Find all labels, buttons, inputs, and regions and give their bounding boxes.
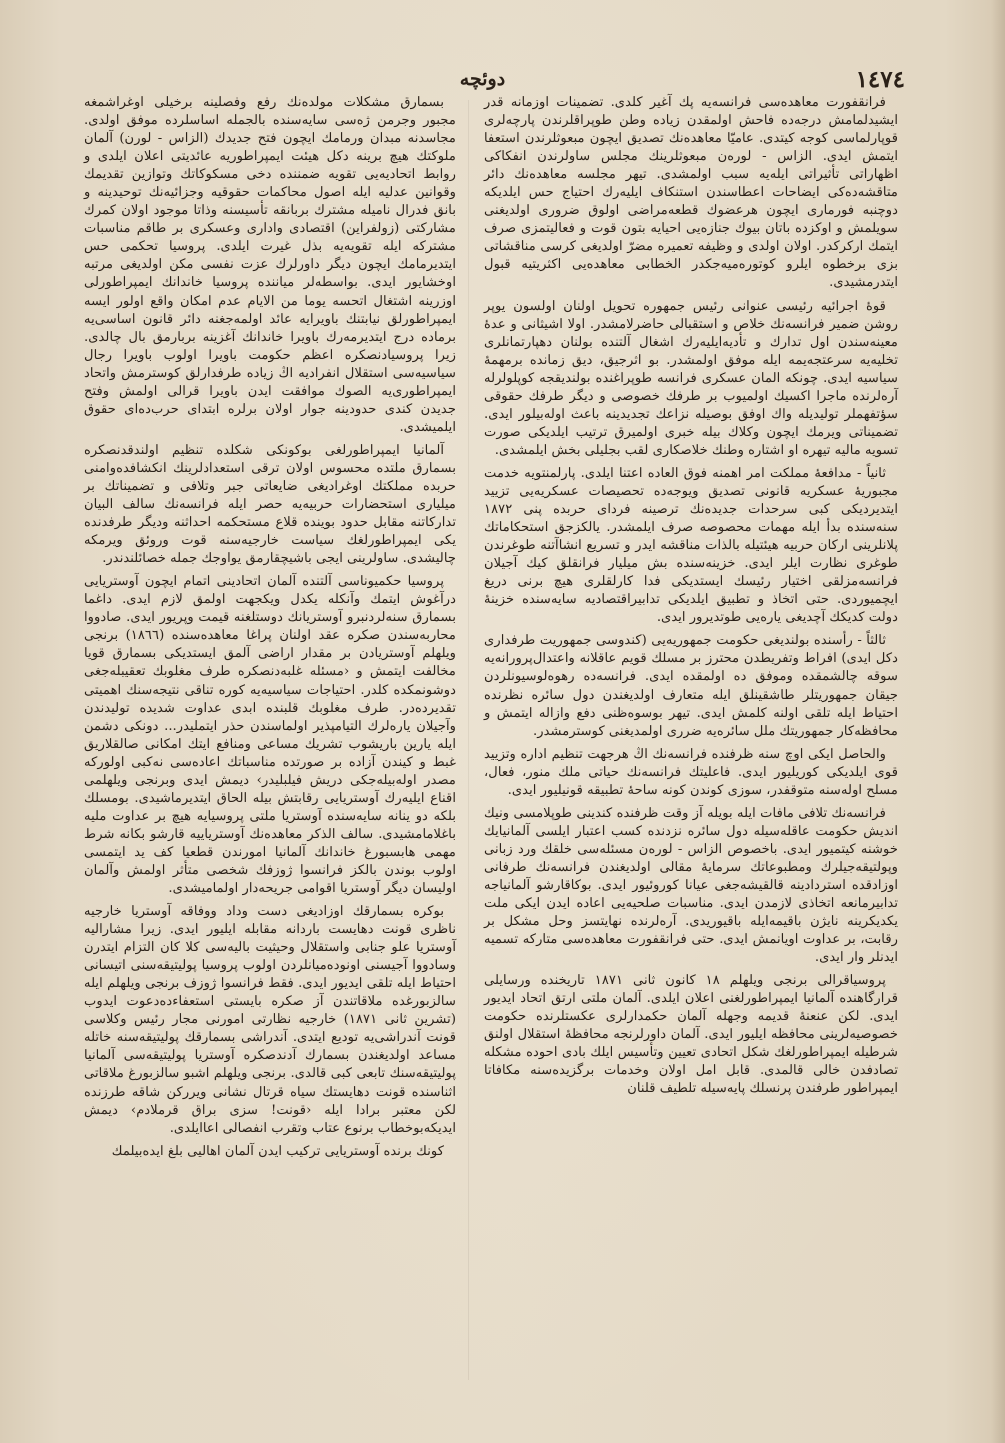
paragraph: فرانقفورت معاهده‌سی فرانسه‌یه پك آغیر كلدی. تضمینات اوزمانه قدر ایشیدلمامش درجه‌ده فاحش اولمقدن زیاده وطن طوپراقلرندن پارچه‌لری قوپارلماسی كوجه كیتدی. عامیّا معاهده‌نك تصدیق ایچون مبعوثلرندن استعفا ایتمش ایدی. الزاس - لورەن مبعوثلرینك مجلس ساولرندن انفكاكی اظهاراتی تأثیراتی ایله‌یه سبب اولمشدی. تیهر مجلسه معاهده‌نك دائر متاقشه‌ده‌كی ایضاحات اعطاسندن استنكاف ایلیه‌رك احتیاج حس ایلدیكه دوچنبه فورماری ایچون هرعضوك قطعه‌مراضی اولوق ضروری اولدیغنی سویلمش و اوكزده باتان بیوك جنازه‌یی احیایه بتون قوت و فعالیتمزی صرف ایتمك اركركدر. اولان اولدی و وظیفه تعمیره مضرّ اولدیغی كرسی مناقشاتی بزی برخطوه ایلرو كوتوره‌میه‌جكدر الخطابی معاهده‌یی اكثریتیه قبول ایتدرمشیدی. [484, 95, 898, 291]
right-column [484, 94, 898, 1104]
paragraph: پروسیاقرالی برنجی ویلهلم ١٨ كانون ثانی ١٨٧١ تاریخنده ورسایلی قرارگاهنده آلمانیا ایمپراطورلغنی اعلان ایلدی. آلمان ملتی ارتق اتحاد ایدیور ایدی. لكن عنعنهٔ قدیمه وجهله آلمان حكمدارلری عكستلرنده حكومت خصوصیه‌لرینی محافظه ایلیور ایدی. آلمان داورلرنجه محافظهٔ استقلال اولنق شرطیله ایمپراطورلغك شكل اتحادی تعیین وتأسیس ایلك بادی احوده مشكلە تصادفدن خالی قالمدی. قابل امل اولان وخدمات برگزیده‌سنه مكافاتا ایمپراطور طرفندن پرنسلك پایه‌سیله تلطیف قلنان [484, 973, 898, 1097]
running-head: دوئچه [459, 68, 506, 90]
paragraph: ثالثاً - رأسنده بولندیغی حكومت جمهوریه‌یی (كندوسی جمهوریت طرفداری دكل ایدی) افراط وتفریطدن محترز بر مسلك قویم عاقلانه واعتدال‌پرورانه‌یه سوقه چالشمقده وموفق ده اولمقده ایدی. فرانسه‌ده رهوه‌لوسیونلردن جیقان جمهوریتلر طاشقینلق ایله متعارف اولدیغندن دول سائره نظرنده احتیاط ایله تلقی اولنه كلمش ایدی. تیهر بوسوه‌ظنی دفع وازاله ایتمش و محافظه‌كار جمهوریتك ملل سائره‌یه ضرری اولمدیغنی كوسترمشدر. [484, 633, 898, 739]
paragraph: فرانسه‌نك تلافی مافات ایله بویله آز وقت ظرفنده كندینی طوپلامسی ونیك اندیش حكومت عاقله‌سیله دول سائره نزدنده كسب اعتبار ایلسی آلمانیایك خوشنه كیتمیور ایدی. باخصوص الزاس - لورەن مسئله‌سی خلقك ورد زبانی وپولتیقه‌جیلرك ومطبوعاتك سرمایهٔ مقالی اولدیغندن فرانسه‌نك طرفانی اوزادقده استردادینه قالقیشه‌جغی عیانا كوروئیور ایدی. بوكاقارشو آلمانیاجه تدابیرمانعه اتخاذی لازمدن ایدی. مناسبات صلحیه‌یی اعاده ایدن ایكی ملت یكدیكرینه نایژن باقیمه‌ایله باقیوریدی. آره‌لرنده نهایتسز وحل مشكل بر رقابت، بر عداوت اویانمش ایدی. حتی فرانقفورت معاهده‌سی متاركه تسمیه ایدنلر وار ایدی. [484, 805, 898, 966]
column-divider [468, 100, 469, 1380]
paragraph: بسمارق مشكلات مولده‌نك رفع وفصلینه برخیلی اوغراشمغه مجبور وجرمن ژەسی سایه‌سنده بالجمله اساسلرده موفق اولدی. مجاسدنه مبدان ورمامك ایچون فتح جدیدك (الزاس - لورن) آلمان ملوكتك هیچ برینه دكل هیئت ایمپراطوریه عائدیتی اعلان ایلدی و روابط اتحادیه‌یی تقویه ضمننده دخی مسكوكاتك وتوازین تقدیمك وقوانین عدلیه ایله اصول محاكمات حقوقیه وجزائیه‌نك توحیدینه و بانق فدرال نامیله مشترك بربانقه تأسیسنه وذاتا موجود اولان كمرك مشاركتی (زولفراین) اقتصادی واداری وعسكری بر طاقم مناسبات مشتركه ایله تقویه‌یه بذل غیرت ایلدی. پروسیا تحكمی حس ایتدیرمامك ایچون دیگر داورلرك عزت نفسی مكن اولدیغی مرتبه اوخشایور ایدی. بواسطه‌لر میاننده پروسیا خاندانك ایمپراطورلی اوزرینه اشتغال اتحسه یوما من الایام عدم امكان واقع اولور ایسه ایمپراطورلق نیابتنك باویرایه عائد اولمه‌جغنه دائر قانون اساسی‌یه برماده درج ایتدیرمه‌رك باویرا خاندانك آغزینه بربارمق بال چالدی. زیرا پروسیادنصكره اعظم حكومت باویرا اولوب باویرا رجال سیاسیه‌سی استقلال انفرادیه اڭ زیاده طرفدارلق كوسترمش واتحاد ایمپراطوری‌یه الصوك موافقت ایدن باویرا قرالی اولمش وفتح جدیدن كندی حدودینه جوار اولان برلره ابتدای حرب‌ده‌ای حقوق ایلمیشدی. [84, 95, 456, 435]
paragraph: والحاصل ایكی اوچ سنه ظرفنده فرانسه‌نك اڭ هرجهت تنظیم اداره وتزیید قوی ایلدیكی كوریلیور ایدی. فاعلیتك فرانسه‌نك حیاتی ملك منور، فعال، مسلح اوله‌سنه متوقفدر، سوزی كوندن كونه ساحهٔ تطبیقه قونیلیور ایدی. [484, 746, 898, 798]
paragraph: آلمانیا ایمپراطورلغی بوكونكی شكلده تنظیم اولندقدنصكره بسمارق ملتده محسوس اولان ترقی استعدادلرینك انكشافده‌وامنی حربده مملكتك اوغرادیغی ضایعاتی جبر وتلافی و تضمیناتك بر میلیاری استحضارات حربیه‌یه حصر ایله فرانسه‌نك سالف البیان تداركاتنه مقابل حدود بوینده قلاع مستحكمه احداثنه ودیگر طرفدنده یكی ایمپراطورلغك سیاست خارجیه‌سنه قوت وروئق ویرمكه چالیشدی. ساولرینی ایجی باشیچقارمق یواوجك جمله خصائلندندر. [84, 442, 456, 567]
paragraph: پروسیا حكمیوناسی آلتنده آلمان اتحادینی اتمام ایچون آوستریایی درآغوش ایتمك وآنكله یكدل ویكجهت اولمق لازم ایدی. داغما بسمارق سنه‌لردنبرو آوستریانك دوستلغنه قیمت وپریور ایدی. صادووا محاربه‌سندن صكره عقد اولنان پراغا معاهده‌سنده (١٨٦٦) برنجی ویلهلم آوستریادن بر مقدار اراضی آلمق ایستدیكی بسمارق قویا مخالفت ایتمش و ‹مسئله غلبه‌دنصكره طرف مغلوبك تعقیبله‌جغی دوشونمكده كلدر. احتیاجات سیاسیه‌یه كوره تناقی نتیجه‌سنك اهمیتی تقدیرده‌در. طرف مغلوبك قلبنده ابدی عداوت شدیده تولیدندن وآجیلان یاره‌لرك التیامپذیر اولماسندن حذر ایتملیدر... دونكی دشمن ایله یارین باریشوب تشریك مساعی ومنافع ایتك امكانی صالقلاریق غبط و كیندن آزاده بر صورتده مناسباتك اعاده‌سی نه‌كبی اولوركه مصدر اولەبیله‌جكی دریش فیلبلیدر› دیمش ایدی وبرنجی ویلهلمی اقناع ایلیەرك آوستریایی رقابتش بیله الحاق ایتدیرماشیدی. بومسلك بلكه دو ینانه سایه‌سنده آوستریا ملتی پروسیایه هیچ بر عداوت ملیه باغلامامشیدی. سالف الذكر معاهده‌نك آوستریاییه قارشو بكانه شرط مهمی هابسبورغ خاندانك آلمانیا امورندن قطعیا كف ید ایتمسی اولوب بوندن بالكز فرانسوا ژوزفك شخصی متأثر اولمش وآلمان اولیسان دیگر آوستریا اقوامی جریحه‌دار اولمامیشدی. [84, 574, 456, 897]
paragraph: كونك برنده آوستریایی تركیب ایدن آلمان اهالیی بلغ ایده‌بیلمك [111, 1143, 444, 1159]
paragraph: قوهٔ اجرائیه رئیسی عنوانی رئیس جمهوره تحویل اولنان اولسون یوپر روشن ضمیر فرانسه‌نك خلاص و استقبالی حاضرلامشدر. اولا اشیثانی و عده‌ٔ معینه‌سندن اول تدارك و تأدیه‌ایلیه‌رك اشغال آلتنده بولنان دهپارتمانلری تخلیه‌یه سرعتجه‌یمه ایله موفق اولمشدر. بو اثرجیق، دیق زمانده برمهمهٔ سیاسیه ایدی. چونكه المان عسكری فرانسه طوپراغنده بولندیقجه كوپلولرله آره‌لرنده ماجرا اكسیك اولمیوب بر طرفك خصوصی و دیگر طرفك حقوقی سؤتفهملر تولیدیله واك اوفق بوصیله نزاعك تجدیدینه باعث اولەبیلور ایدی. تضمیناتی ویرمك ایچون وكلاك بیله خبری اولمیرق ترتیب ایلدیكی صورت تسویه مالیه تیهره او اشتاره وطنك خلاصكاری لقب بجلیلی بخش ایلمشدی. [484, 298, 898, 458]
page-number: ١٤٧٤ [855, 66, 905, 93]
paragraph: ثانیاً - مدافعهٔ مملكت امر اهمنه فوق العاده اعتنا ایلدی. پارلمنتویه خدمت مجبوریهٔ عسكریه قانونی تصدیق ویوجه‌ده تحصیصات عسكریه‌یی تزیید ایتدیردیكی كبی سرحدات جدیده‌نك ترصینه فردای حربده پنی ١٨٧٢ سنه‌سنده بدأ ایله مهمات محصوصه صرف ایلمشدر. یالكزجق استحكاماتك پلانلرینی اركان حربیه هیئتیله بالذات مناقشه ایدر و تسریع انشاآتنه طوغرندن طوغری نظارت ایلر ایدی. خزینه‌سنده بش میلیار فرانقلق كیك آجیلان فرانسه‌مزلقی اختیار رئیسك ایستدیكی فدا كارلقلری هیچ برنی دریغ ایچمیوردی. حتی اتخاذ و تطبیق ایلدیكی تدابیراقتصادیه سایه‌سنده خزینهٔ دولت كدیكك آچدیغی یاره‌یی طوتدیرور ایدی. [484, 465, 898, 626]
page-edge-shadow [991, 0, 1005, 1443]
left-column [84, 94, 456, 1166]
paragraph: بوكره بسمارقك اوزادیغی دست وداد ووفاقه آوستریا خارجیه ناظری قونت دهایست باردانه مقابله ایلیور ایدی. زیرا مشارالیه آوستریا علو جنابی واستقلال وحیثیت بالیه‌سی كلا كان التزام ایتدرن وسادووا آجیسنی اونوده‌میانلردن اولوب پروسیا پولیتیقه‌سنی اتیسانی احتیاط ایله تلقی ایدیور ایدی. فقط فرانسوا ژوزف برنجی ویلهلم ایله سالزبورغده ملاقاتندن آز صكره بایستی استعفاءده‌دعوت ایدوب (تشرین ثانی ١٨٧١) خارجیه نظارتی امورنی مجار رئیس وكلاسی قونت آندراشی‌یه تودیع ایتدی. آندراشی بسمارقك پولیتیقه‌سنه خاتله مساعد اولدیغندن بسمارك آدندصكره آوستریا پولیتیقه‌سی آلمانیا پولیتیقه‌سنك تابعی كبی قالدی. برنجی ویلهلم اشبو سالزبورغ ملاقاتی اثناسنده قونت دهایستك سیاه قرتال نشانی ویرركن شاقه طرزنده لكن معتبر برادا ایله ‹قونت! سزی براق قرملادم› دیمش ایدیكه‌بوخطاب برنوع عتاب وتقرب انفصالی اعاایلدی. [84, 904, 456, 1136]
